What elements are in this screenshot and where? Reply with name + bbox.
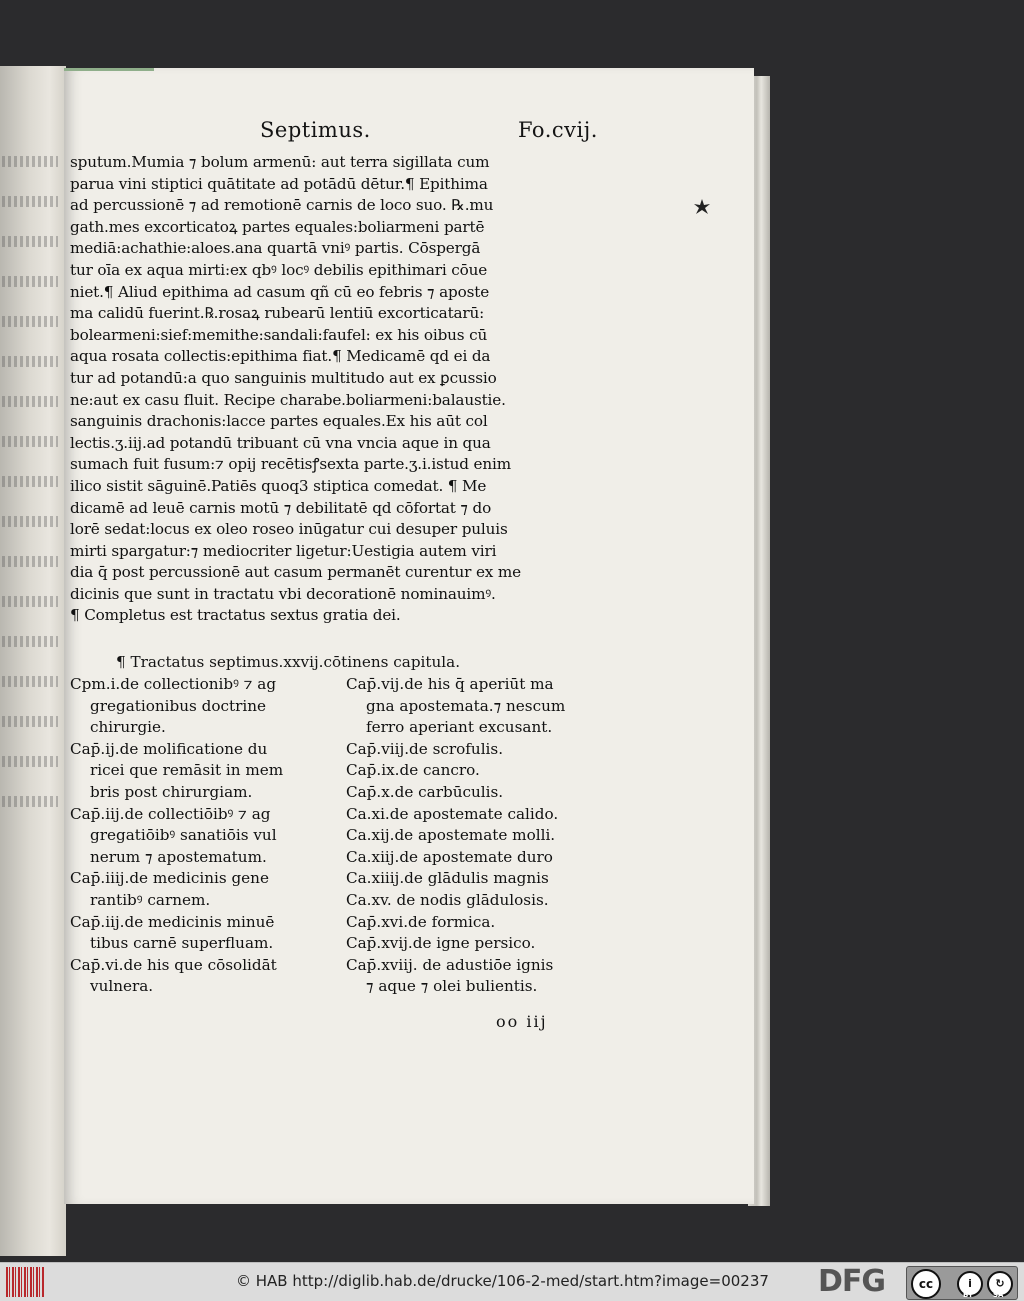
chapter-list-right (346, 674, 626, 998)
printer-ornament-icon (691, 196, 713, 218)
text-line: tur ad potandū:a quo sanguinis multitudo aut ex ꝑcussio (70, 368, 497, 387)
chapter-entry: Ca.xij.de apostemate molli. (346, 826, 556, 845)
text-line: dicamē ad leuē carnis motū ⁊ debilitatē qd cōfortat ⁊ do (70, 498, 492, 517)
license-badge[interactable] (906, 1266, 1018, 1300)
chapter-entry: ⁊ aque ⁊ olei bulientis. (366, 977, 538, 996)
creative-commons-icon: cc (911, 1269, 941, 1299)
library-barcode-icon (6, 1267, 44, 1297)
chapter-entry: ricei que remāsit in mem (90, 761, 284, 780)
running-head: Septimus. (260, 118, 371, 142)
chapter-entry: Cpm.i.de collectionibꝰ ⁊ ag (70, 675, 277, 693)
chapter-entry: rantibꝰ carnem. (90, 890, 211, 909)
chapter-entry: Cap̄.xviij. de adustiōe ignis (346, 955, 554, 974)
chapter-entry: Ca.xiij.de apostemate duro (346, 847, 553, 866)
text-line: aqua rosata collectis:epithima fiat.¶ Medicamē qd ei da (70, 347, 491, 366)
chapter-entry: gna apostemata.⁊ nescum (366, 696, 566, 715)
text-line: ma calidū fuerint.℞.rosaꝝ rubearū lentiū excorticatarū: (70, 304, 485, 323)
text-line: tur oīa ex aqua mirti:ex qbꝰ locꝰ debilis epithimari cōue (70, 260, 488, 279)
text-line: sanguinis drachonis:lacce partes equales.Ex his aūt col (70, 412, 488, 431)
chapter-entry: ferro aperiant excusant. (366, 718, 553, 737)
text-line: niet.¶ Aliud epithima ad casum qñ cū eo febris ⁊ aposte (70, 282, 490, 301)
viewer-footer (0, 1262, 1024, 1301)
chapter-entry: Cap̄.iij.de medicinis minuē (70, 912, 275, 931)
text-line: gath.mes excorticatoꝝ partes equales:boliarmeni partē (70, 217, 485, 236)
chapter-entry: gregationibus doctrine (90, 696, 266, 715)
chapter-entry: chirurgie. (90, 718, 166, 737)
text-line: dicinis que sunt in tractatu vbi decorationē nominauimꝰ. (70, 584, 496, 603)
sa-label: SA (993, 1291, 1004, 1299)
share-alike-icon: ↻ (987, 1271, 1013, 1297)
signature-mark: oo iij (496, 1012, 548, 1031)
chapter-entry: bris post chirurgiam. (90, 782, 253, 801)
chapter-entry: Cap̄.xvi.de formica. (346, 912, 496, 931)
chapter-entry: Cap̄.x.de carbūculis. (346, 782, 504, 801)
text-line: lectis.ʒ.iij.ad potandū tribuant cū vna vncia aque in qua (70, 433, 491, 452)
text-line: ne:aut ex casu fluit. Recipe charabe.boliarmeni:balaustie. (70, 390, 506, 409)
chapter-entry: Cap̄.iiij.de medicinis gene (70, 869, 269, 888)
chapter-entry: Cap̄.vi.de his que cōsolidāt (70, 955, 277, 974)
by-label: BY (963, 1291, 974, 1299)
text-line: ilico sistit sāguinē.Patiēs quoq3 stiptica comedat. ¶ Me (70, 476, 487, 495)
chapter-entry: gregatiōibꝰ sanatiōis vul (90, 826, 277, 845)
body-text (70, 152, 616, 627)
chapter-entry: vulnera. (90, 977, 154, 996)
folio-number: Fo.cvij. (518, 118, 598, 142)
text-line: ¶ Completus est tractatus sextus gratia dei. (70, 606, 401, 625)
text-line: sputum.Mumia ⁊ bolum armenū: aut terra sigillata cum (70, 153, 490, 171)
chapter-entry: Cap̄.ij.de molificatione du (70, 739, 268, 758)
section-title: ¶ Tractatus septimus.xxvij.cōtinens capitula. (116, 653, 461, 671)
chapter-entry: Cap̄.iij.de collectiōibꝰ ⁊ ag (70, 804, 271, 823)
text-line: lorē sedat:locus ex oleo roseo inūgatur cui desuper puluis (70, 520, 508, 539)
facing-page-edge (0, 66, 66, 1256)
text-line: parua vini stiptici quātitate ad potādū dētur.¶ Epithima (70, 174, 488, 193)
chapter-entry: Cap̄.ix.de cancro. (346, 761, 480, 780)
text-line: bolearmeni:sief:memithe:sandali:faufel: ex his oibus cū (70, 325, 488, 344)
text-line: mirti spargatur:⁊ mediocriter ligetur:Uestigia autem viri (70, 541, 497, 560)
scanned-page (64, 68, 754, 1204)
text-line: mediā:achathie:aloes.ana quartā vniꝰ partis. Cōspergā (70, 239, 481, 258)
source-link[interactable]: © HAB http://diglib.hab.de/drucke/106-2-med/start.htm?image=00237 (236, 1272, 769, 1290)
chapter-entry: Ca.xv. de nodis glādulosis. (346, 890, 549, 909)
page-top-strip (64, 68, 154, 71)
chapter-entry: Cap̄.xvij.de igne persico. (346, 934, 536, 953)
chapter-list-left (70, 674, 340, 998)
chapter-entry: Cap̄.vij.de his q̄ aperiūt ma (346, 675, 554, 693)
text-line: sumach fuit fusum:⁊ opij recētisꝭsexta parte.ʒ.i.istud enim (70, 455, 511, 474)
dfg-logo: DFG (818, 1264, 886, 1299)
chapter-entry: nerum ⁊ apostematum. (90, 847, 267, 866)
chapter-entry: Ca.xiiij.de glādulis magnis (346, 869, 549, 888)
text-line: dia q̄ post percussionē aut casum permanēt curentur ex me (70, 563, 521, 582)
chapter-entry: Ca.xi.de apostemate calido. (346, 804, 559, 823)
chapter-entry: tibus carnē superfluam. (90, 934, 274, 953)
attribution-icon: i (957, 1271, 983, 1297)
chapter-entry: Cap̄.viij.de scrofulis. (346, 739, 504, 758)
text-line: ad percussionē ⁊ ad remotionē carnis de loco suo. ℞.mu (70, 196, 494, 215)
